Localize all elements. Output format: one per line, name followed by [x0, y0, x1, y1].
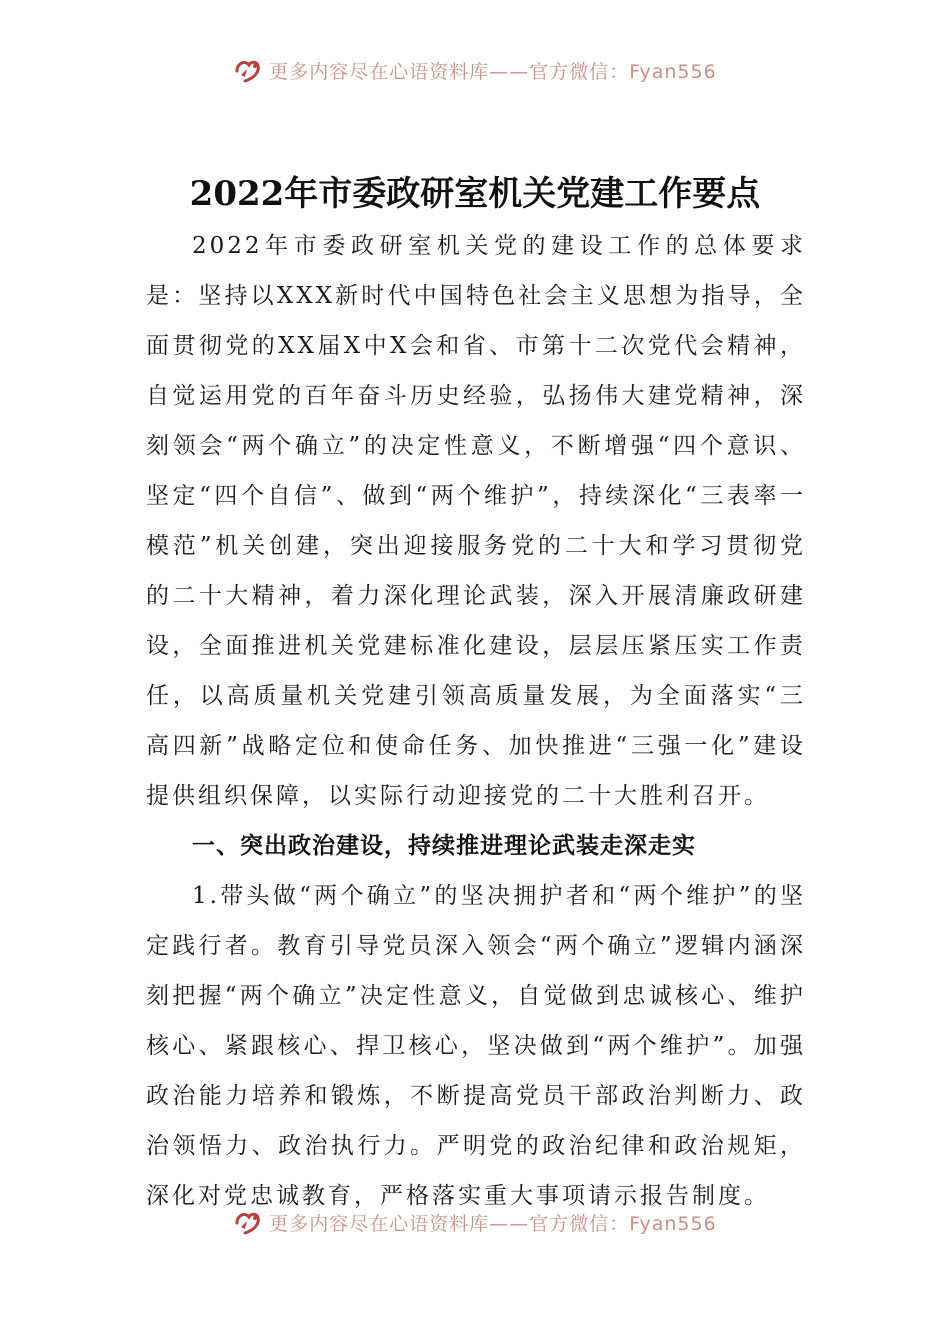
document-title: 2022年市委政研室机关党建工作要点 [189, 174, 761, 214]
item-paragraph: 1.带头做“两个确立”的坚决拥护者和“两个维护”的坚定践行者。教育引导党员深入领会“两个确立”逻辑内涵深刻把握“两个确立”决定性意义，自觉做到忠诚核心、维护核心、紧跟核心、捍卫核心，坚决做到“两个维护”。加强政治能力培养和锻炼，不断提高党员干部政治判断力、政治领悟力、政治执行力。严明党的政治纪律和政治规矩，深化对党忠诚教育，严格落实重大事项请示报告制度。 [146, 883, 806, 1209]
watermark-logo-icon [233, 57, 263, 83]
section-heading: 一、突出政治建设，持续推进理论武装走深走实 [192, 833, 696, 859]
intro-paragraph: 2022年市委政研室机关党的建设工作的总体要求是：坚持以XXX新时代中国特色社会主义思想为指导，全面贯彻党的XX届X中X会和省、市第十二次党代会精神，自觉运用党的百年奋斗历史经验，弘扬伟大建党精神，深刻领会“两个确立”的决定性意义，不断增强“四个意识、坚定“四个自信”、做到“两个维护”，持续深化“三表率一模范”机关创建，突出迎接服务党的二十大和学习贯彻党的二十大精神，着力深化理论武装，深入开展清廉政研建设，全面推进机关党建标准化建设，层层压紧压实工作责任，以高质量机关党建引领高质量发展，为全面落实“三高四新”战略定位和使命任务、加快推进“三强一化”建设提供组织保障，以实际行动迎接党的二十大胜利召开。 [146, 233, 806, 809]
watermark-text: 更多内容尽在心语资料库——官方微信：Fyan556 [269, 60, 717, 83]
document-body [146, 221, 806, 1221]
footer-watermark [0, 1206, 950, 1238]
watermark-logo-icon [233, 1209, 263, 1235]
header-watermark [0, 54, 950, 86]
watermark-text: 更多内容尽在心语资料库——官方微信：Fyan556 [269, 1212, 717, 1235]
